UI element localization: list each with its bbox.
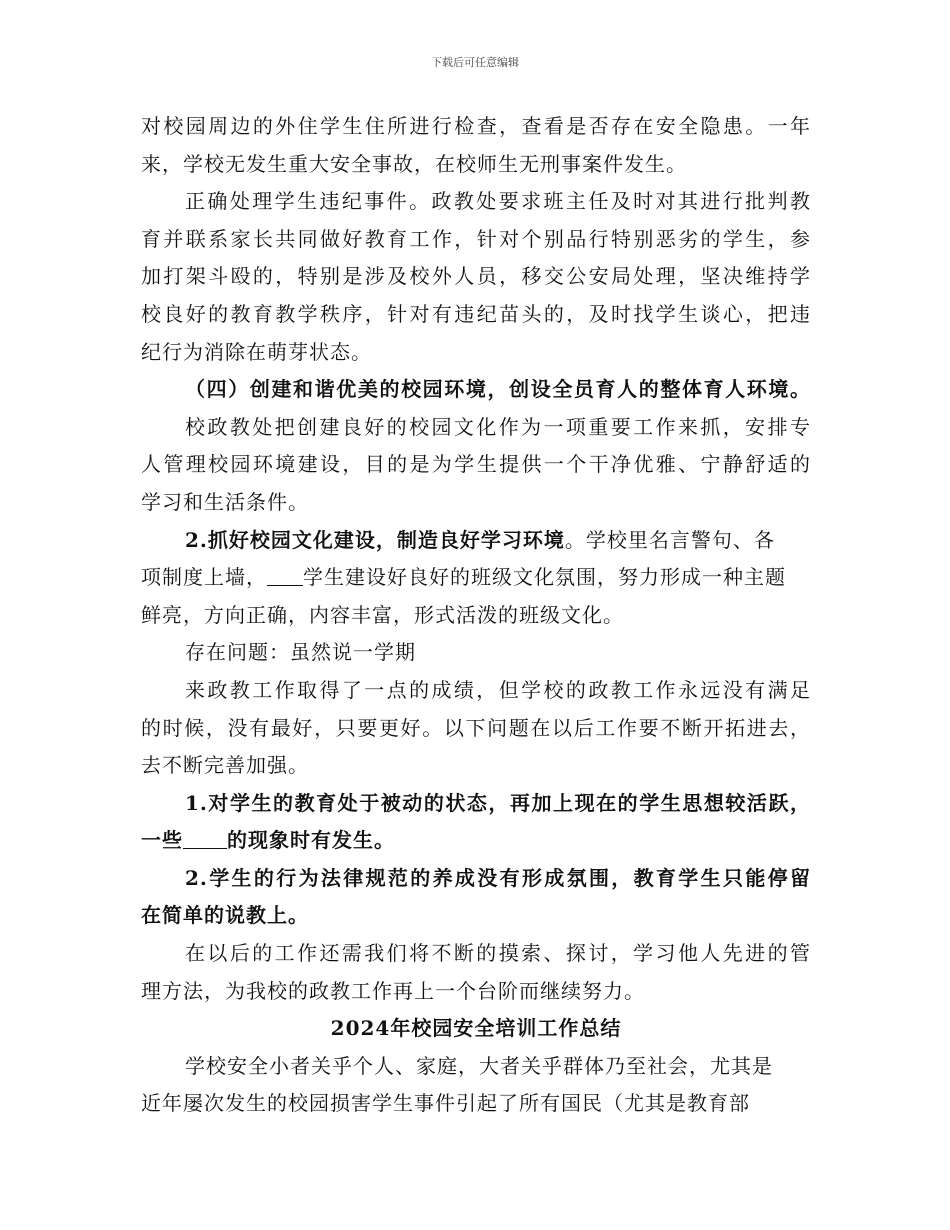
paragraph-line: 来政教工作取得了一点的成绩，但学校的政教工作永远没有满足 — [185, 677, 811, 702]
paragraph-line: 对校园周边的外住学生住所进行检查，查看是否存在安全隐患。一年 — [141, 114, 811, 138]
paragraph-text: 一些 — [141, 828, 183, 853]
paragraph-line: 在以后的工作还需我们将不断的摸索、探讨，学习他人先进的管 — [185, 941, 811, 966]
paragraph-line: 学校安全小者关乎个人、家庭，大者关乎群体乃至社会，尤其是 — [185, 1053, 773, 1078]
paragraph-line: 理方法，为我校的政教工作再上一个台阶而继续努力。 — [141, 978, 645, 1003]
paragraph-line: 来，学校无发生重大安全事故，在校师生无刑事案件发生。 — [141, 151, 687, 176]
bold-lead: 2.抓好校园文化建设，制造良好学习环境 — [185, 527, 565, 552]
paragraph-line: 校政教处把创建良好的校园文化作为一项重要工作来抓，安排专 — [185, 414, 811, 439]
paragraph-line: 近年屡次发生的校园损害学生事件引起了所有国民（尤其是教育部 — [141, 1091, 750, 1116]
paragraph-line: 学习和生活条件。 — [141, 489, 309, 514]
paragraph-line: 加打架斗殴的，特别是涉及校外人员，移交公安局处理，坚决维持学 — [141, 264, 811, 289]
paragraph-text: 项制度上墙， — [141, 565, 267, 590]
fill-blank — [183, 822, 227, 849]
paragraph-line: 的时候，没有最好，只要更好。以下问题在以后工作要不断开拓进去， — [141, 715, 811, 740]
paragraph-line: 正确处理学生违纪事件。政教处要求班主任及时对其进行批判教 — [185, 189, 811, 214]
paragraph-text: 。学校里名言警句、各 — [564, 527, 775, 552]
paragraph-line: 校良好的教育教学秩序，针对有违纪苗头的，及时找学生谈心，把违 — [141, 301, 811, 326]
bold-line: 1.对学生的教育处于被动的状态，再加上现在的学生思想较活跃， — [185, 790, 811, 815]
paragraph-line: 鲜亮，方向正确，内容丰富，形式活泼的班级文化。 — [141, 602, 624, 627]
fill-blank — [267, 559, 303, 586]
paragraph-line — [141, 559, 811, 597]
document-title: 2024年校园安全培训工作总结 — [330, 1016, 622, 1041]
paragraph-text: 的现象时有发生。 — [227, 828, 395, 853]
bold-line: 2.学生的行为法律规范的养成没有形成氛围，教育学生只能停留 — [185, 865, 811, 890]
document-body — [141, 108, 811, 1123]
paragraph-line: 去不断完善加强。 — [141, 753, 309, 778]
paragraph-line: 纪行为消除在萌芽状态。 — [141, 339, 372, 364]
paragraph-line: 育并联系家长共同做好教育工作，针对个别品行特别恶劣的学生，参 — [141, 226, 811, 251]
section-heading: （四）创建和谐优美的校园环境，创设全员育人的整体育人环境。 — [185, 377, 811, 402]
paragraph-line: 人管理校园环境建设，目的是为学生提供一个干净优雅、宁静舒适的 — [141, 452, 811, 477]
bold-line — [141, 822, 811, 860]
paragraph-line — [141, 522, 811, 560]
page-header: 下载后可任意编辑 — [431, 56, 519, 69]
paragraph-text: 学生建设好良好的班级文化氛围，努力形成一种主题 — [303, 565, 786, 590]
bold-line: 在简单的说教上。 — [141, 903, 309, 928]
paragraph-line: 存在问题：虽然说一学期 — [185, 640, 416, 665]
